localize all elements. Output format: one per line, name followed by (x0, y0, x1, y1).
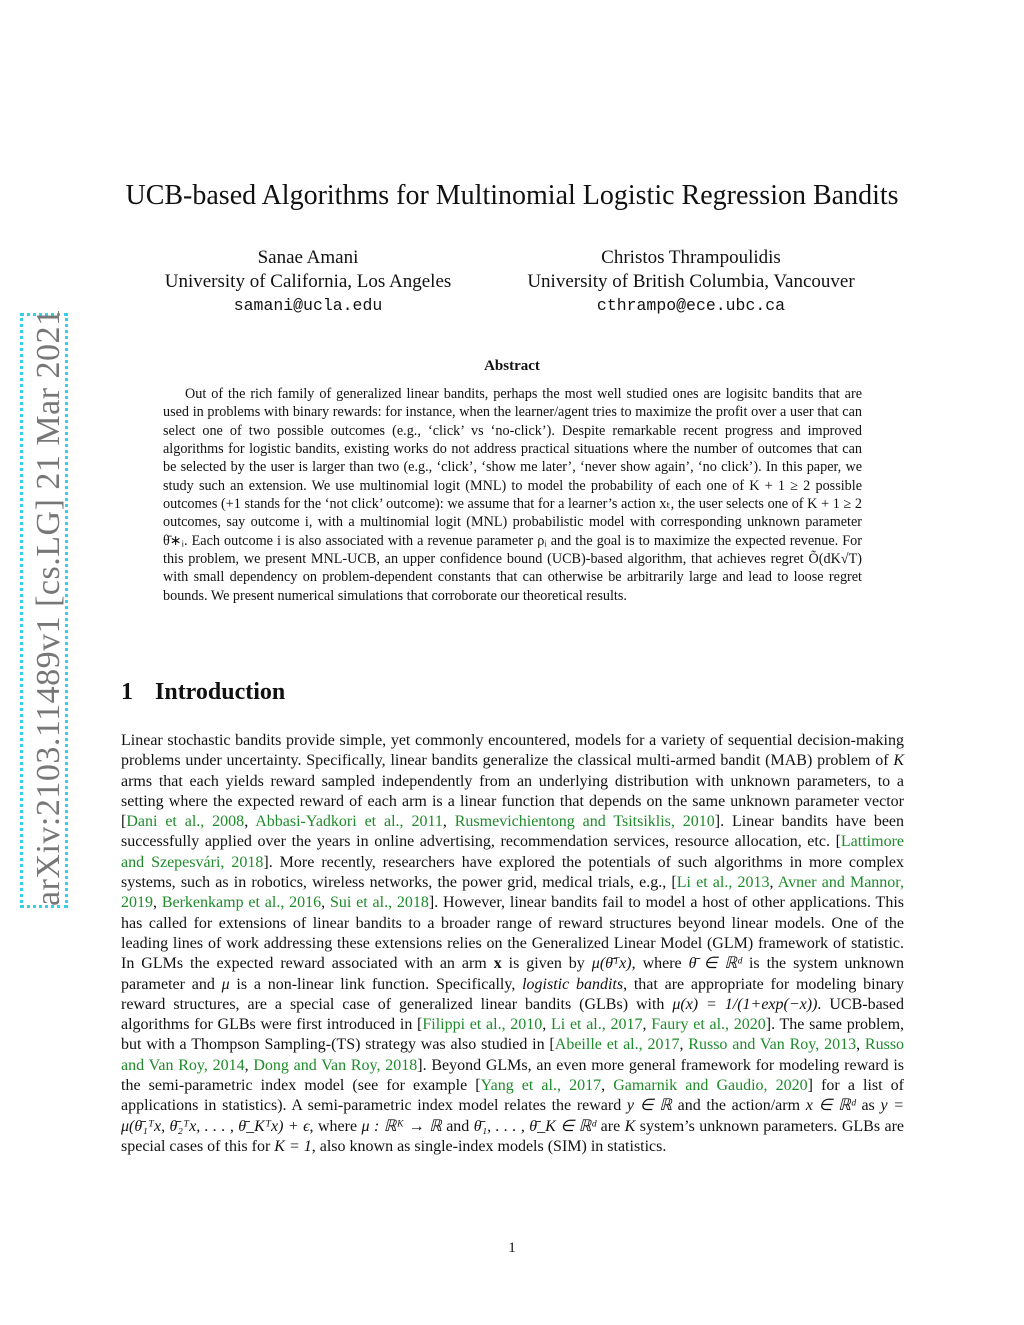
abstract-heading: Abstract (484, 358, 540, 374)
math-expression: μ(x) = 1/(1+exp(−x)) (672, 995, 818, 1013)
paper-title: UCB-based Algorithms for Multinomial Logistic Regression Bandits (125, 180, 899, 211)
citation-link[interactable]: Faury et al., 2020 (651, 1016, 766, 1034)
math-expression: μ (221, 975, 230, 993)
math-expression: K (893, 752, 904, 770)
text-run: ] for a list of applications in statistics). A semi-parametric index model relates the reward (121, 1077, 905, 1115)
text-run: system’s unknown parameters. GLBs are special cases of this for (121, 1117, 905, 1155)
citation-link[interactable]: Lattimore and Szepesvári, 2018 (121, 833, 904, 871)
math-expression: x ∈ ℝᵈ (805, 1097, 856, 1115)
citation-link[interactable]: Filippi et al., 2010 (422, 1016, 543, 1034)
math-expression: μ : ℝᴷ → ℝ (361, 1117, 442, 1135)
citation-link[interactable]: Dani et al., 2008 (126, 813, 245, 831)
text-run: , where (309, 1117, 362, 1135)
author-email[interactable]: samani@ucla.edu (233, 296, 383, 315)
citation-link[interactable]: Russo and Van Roy, 2014 (121, 1036, 905, 1074)
author-block-2 (481, 246, 901, 318)
page-number: 1 (508, 1240, 516, 1256)
math-expression: μ(θ̄ᵀx) (591, 955, 632, 973)
citation-link[interactable]: Li et al., 2017 (551, 1016, 643, 1034)
text-run: is given by (501, 955, 592, 973)
math-expression: θ̄ ∈ ℝᵈ (688, 955, 742, 973)
introduction-paragraph (121, 731, 904, 1157)
text-run: ]. Linear bandits have been successfully applied over the years in online advertising, recommendation services, resource allocation, etc. [ (121, 813, 905, 851)
citation-link[interactable]: Gamarnik and Gaudio, 2020 (613, 1077, 808, 1095)
text-run: and the action/arm (671, 1097, 806, 1115)
section-heading (121, 679, 285, 706)
math-expression: θ̄₁, . . . , θ̄_K ∈ ℝᵈ (473, 1117, 597, 1135)
text-run: ]. The same problem, but with a Thompson Sampling-(TS) strategy was also studied in [ (121, 1016, 905, 1054)
author-affiliation: University of California, Los Angeles (164, 271, 452, 292)
citation-link[interactable]: Li et al., 2013 (676, 874, 770, 892)
author-name: Sanae Amani (257, 247, 359, 268)
text-run: arms that each yields reward sampled independently from an underlying distribution with unknown parameters, to a setting where the expected reward of each arm is a linear function that depends on the same unknown parameter vector [ (121, 772, 904, 831)
citation-link[interactable]: Russo and Van Roy, 2013 (688, 1036, 857, 1054)
arxiv-stamp (20, 308, 68, 908)
text-run: ]. However, linear bandits fail to model a host of other applications. This has called for extensions of linear bandits to a broader range of reward structures beyond linear models. One of the leading lines of work addressing these extensions relies on the Generalized Linear Model (GLM) framework of statistic. In GLMs the expected reward associated with an arm (121, 894, 905, 973)
citation-link[interactable]: Abbasi-Yadkori et al., 2011 (255, 813, 443, 831)
author-name: Christos Thrampoulidis (601, 247, 781, 268)
text-run: and (441, 1117, 474, 1135)
text-run: , (601, 1077, 614, 1095)
arxiv-identifier: arXiv:2103.11489v1 [cs.LG] 21 Mar 2021 (30, 308, 67, 906)
citation-link[interactable]: Avner and Mannor, 2019 (121, 874, 904, 912)
math-expression: logistic bandits (522, 975, 624, 993)
math-expression: y = μ(θ̄₁ᵀx, θ̄₂ᵀx, . . . , θ̄_Kᵀx) + ϵ (121, 1097, 905, 1135)
text-run: , (642, 1016, 652, 1034)
text-run: is a non-linear link function. Specifically, (229, 975, 523, 993)
section-title: Introduction (155, 679, 286, 705)
abstract-text: Out of the rich family of generalized linear bandits, perhaps the most well studied ones are logisitc bandits that are used in problems with binary rewards: for instance, when the learner/agent tries to maximize the profit over a user that can select one of two possible outcomes (e.g., ‘click’ vs ‘no-click’). Despite remarkable recent progress and improved algorithms for logistic bandits, existing works do not address practical situations where the number of outcomes that can be selected by the user is larger than two (e.g., ‘click’, ‘show me later’, ‘never show again’, ‘no click’). In this paper, we study such an extension. We use multinomial logit (MNL) to model the probability of each one of K + 1 ≥ 2 possible outcomes (+1 stands for the ‘not click’ outcome): we assume that for a learner’s action xₜ, the user selects one of K + 1 ≥ 2 outcomes, say outcome i, with a multinomial logit (MNL) probabilistic model with corresponding unknown parameter θ̄∗ᵢ. Each outcome i is also associated with a revenue parameter ρᵢ and the goal is to maximize the expected revenue. For this problem, we present MNL-UCB, an upper confidence bound (UCB)-based algorithm, that achieves regret Õ(dK√T) with small dependency on problem-dependent constants that can otherwise be arbitrarily large and lead to loose regret bounds. We present numerical simulations that corroborate our theoretical results. (163, 386, 862, 604)
citation-link[interactable]: Dong and Van Roy, 2018 (253, 1056, 418, 1074)
citation-link[interactable]: Yang et al., 2017 (480, 1077, 602, 1095)
text-run: , (442, 813, 455, 831)
text-run: are (596, 1117, 625, 1135)
text-run: , (856, 1036, 865, 1054)
author-email[interactable]: cthrampo@ece.ubc.ca (596, 296, 786, 315)
text-run: , (244, 813, 256, 831)
citation-link[interactable]: Sui et al., 2018 (329, 894, 429, 912)
citation-link[interactable]: Berkenkamp et al., 2016 (161, 894, 322, 912)
math-vector: x (493, 955, 502, 973)
text-run: ]. Beyond GLMs, an even more general framework for modeling reward is the semi-parametric index model (see for example [ (121, 1056, 905, 1095)
text-run: , where (631, 955, 689, 973)
text-run: , that are appropriate for modeling binary reward structures, are a special case of generalized linear bandits (GLBs) with (121, 975, 905, 1013)
text-run: is the system unknown parameter and (121, 955, 905, 993)
text-run: , (321, 894, 330, 912)
citation-link[interactable]: Rusmevichientong and Tsitsiklis, 2010 (454, 813, 715, 831)
math-expression: K = 1 (274, 1137, 312, 1155)
text-run: , (153, 894, 162, 912)
text-run: , (542, 1016, 552, 1034)
author-affiliation: University of British Columbia, Vancouver (527, 271, 855, 292)
text-run: Linear stochastic bandits provide simple, yet commonly encountered, models for a variety of sequential decision-making problems under uncertainty. Specifically, linear bandits generalize the classical multi-armed bandit (MAB) problem of (121, 732, 904, 770)
text-run: , (679, 1036, 689, 1054)
section-number: 1 (121, 679, 133, 705)
math-expression: y ∈ ℝ (626, 1097, 672, 1115)
text-run: ]. More recently, researchers have explored the potentials of such algorithms in more complex systems, such as in robotics, wireless networks, the power grid, medical trials, e.g., [ (121, 853, 905, 892)
text-run: , also known as single-index models (SIM) in statistics. (311, 1137, 667, 1155)
text-run: . UCB-based algorithms for GLBs were first introduced in [ (121, 995, 905, 1034)
author-block-1 (98, 246, 518, 318)
text-run: as (855, 1097, 881, 1115)
citation-link[interactable]: Abeille et al., 2017 (554, 1036, 680, 1054)
math-expression: K (624, 1117, 636, 1135)
text-run: , (769, 874, 778, 892)
text-run: , (244, 1056, 254, 1074)
